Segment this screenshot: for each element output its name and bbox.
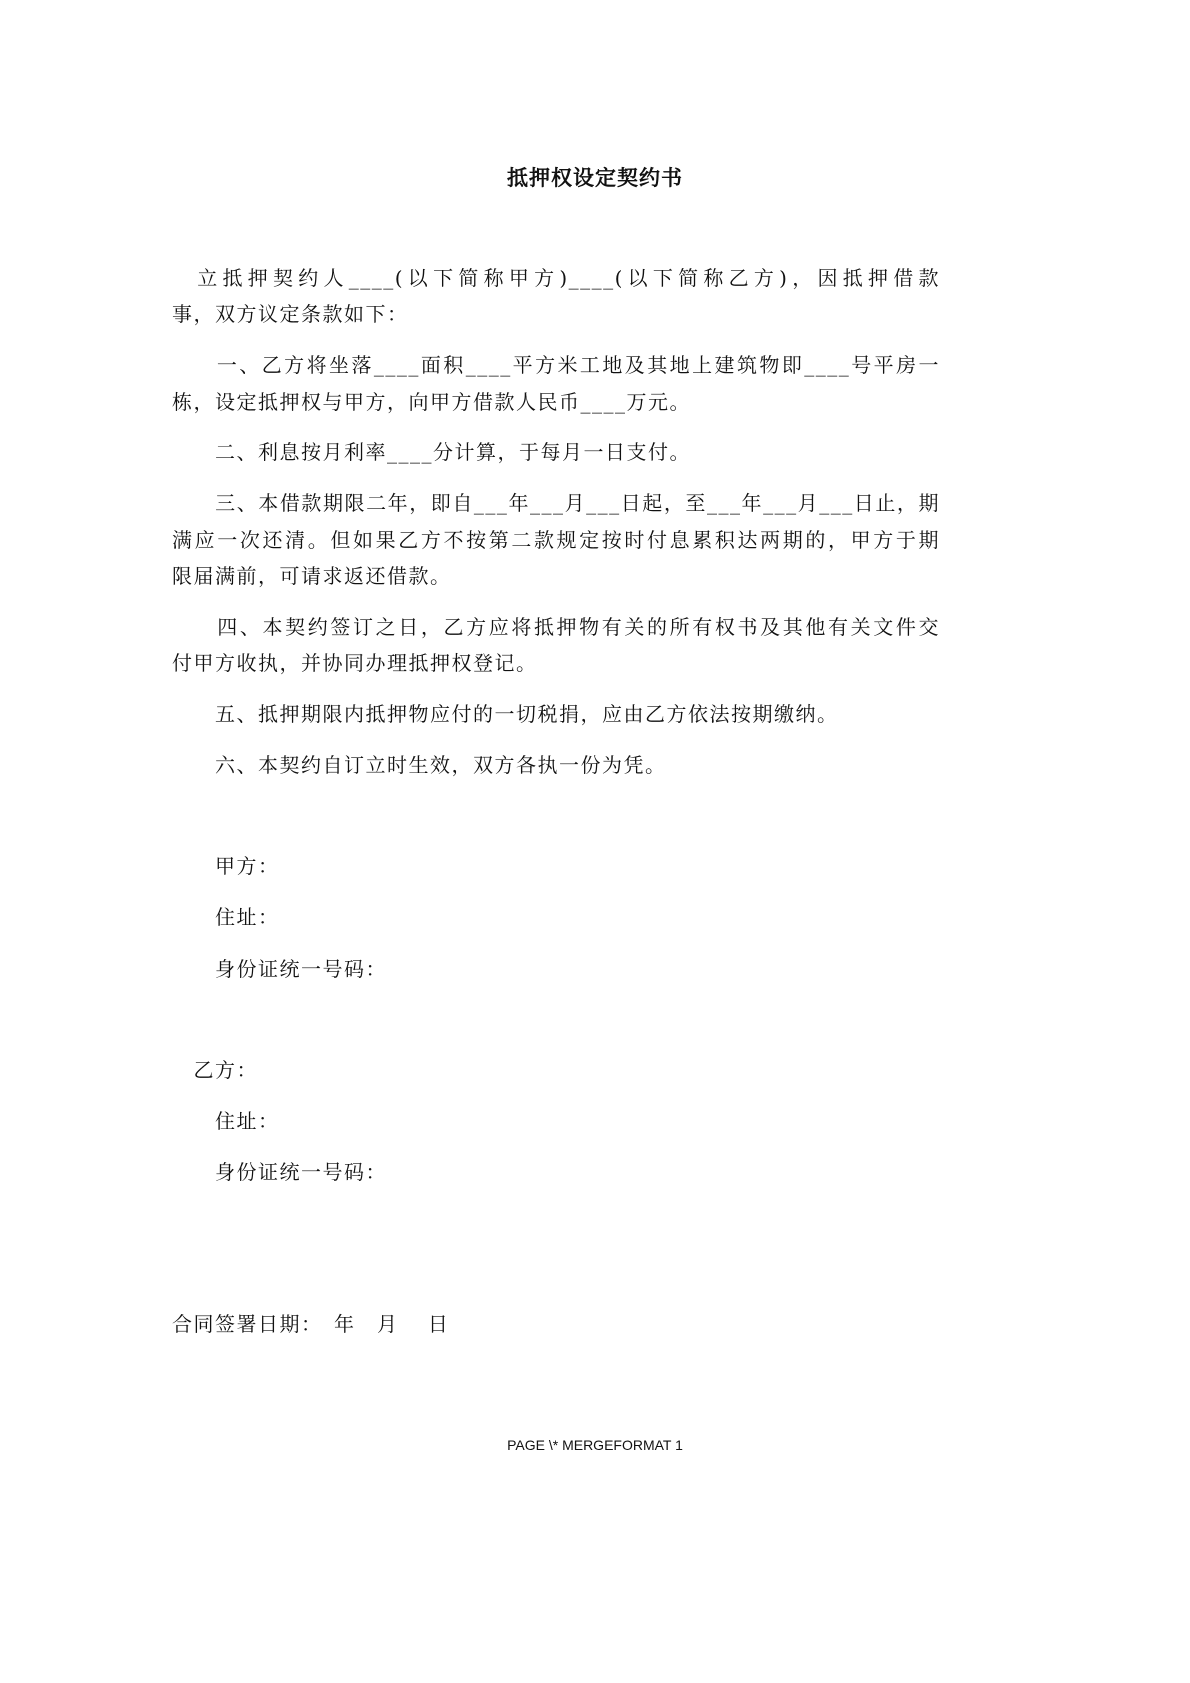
clause-2: 二、利息按月利率____分计算，于每月一日支付。 — [172, 440, 691, 464]
party-b-address: 住址： — [172, 1109, 280, 1133]
clause-1-line-2: 栋，设定抵押权与甲方，向甲方借款人民币____万元。 — [172, 390, 691, 414]
clause-3-line-3: 限届满前，可请求返还借款。 — [172, 564, 452, 588]
document-title: 抵押权设定契约书 — [507, 165, 683, 190]
sign-date: 合同签署日期： 年 月 日 — [172, 1312, 450, 1336]
party-a-id: 身份证统一号码： — [172, 957, 387, 981]
party-a-label: 甲方： — [172, 854, 280, 878]
intro-line-1: 立抵押契约人____(以下简称甲方)____(以下简称乙方)，因抵押借款 — [172, 266, 940, 290]
clause-1-line-1: 一、乙方将坐落____面积____平方米工地及其地上建筑物即____号平房一 — [172, 353, 940, 377]
clause-5: 五、抵押期限内抵押物应付的一切税捐，应由乙方依法按期缴纳。 — [172, 702, 839, 726]
page-footer: PAGE \* MERGEFORMAT 1 — [507, 1437, 683, 1453]
party-b-id: 身份证统一号码： — [172, 1160, 387, 1184]
clause-3-line-2: 满应一次还清。但如果乙方不按第二款规定按时付息累积达两期的，甲方于期 — [172, 528, 940, 552]
party-a-address: 住址： — [172, 905, 280, 929]
clause-3-line-1: 三、本借款期限二年，即自___年___月___日起，至___年___月___日止，期 — [172, 491, 940, 515]
clause-6: 六、本契约自订立时生效，双方各执一份为凭。 — [172, 753, 667, 777]
party-b-label: 乙方： — [172, 1058, 258, 1082]
clause-4-line-1: 四、本契约签订之日，乙方应将抵押物有关的所有权书及其他有关文件交 — [172, 615, 940, 639]
intro-line-2: 事，双方议定条款如下： — [172, 302, 409, 326]
clause-4-line-2: 付甲方收执，并协同办理抵押权登记。 — [172, 651, 538, 675]
